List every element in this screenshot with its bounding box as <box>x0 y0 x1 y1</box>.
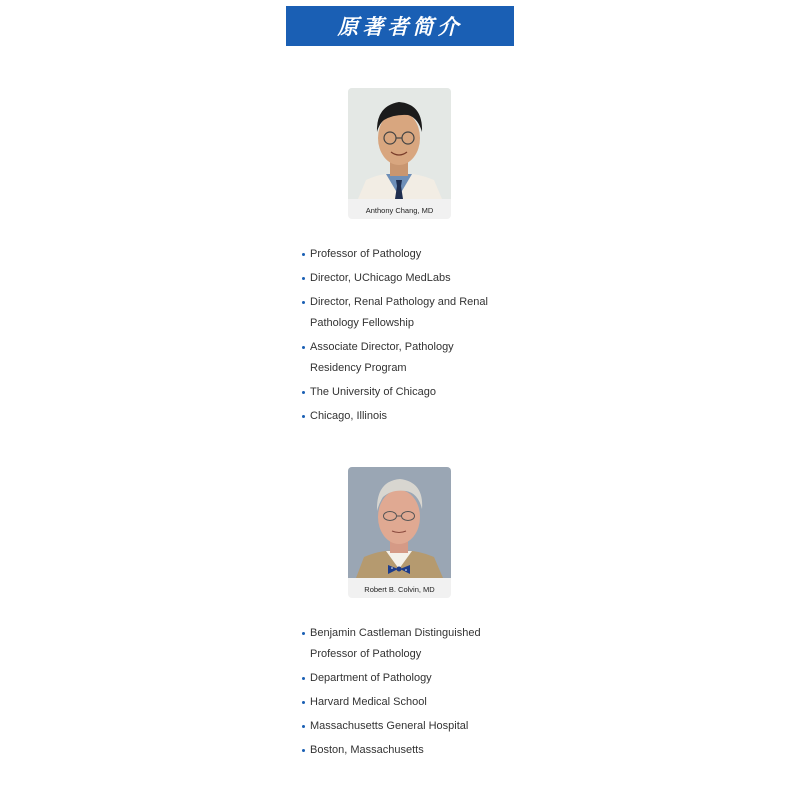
portrait-photo-2 <box>348 467 451 578</box>
list-item: Massachusetts General Hospital <box>302 716 502 737</box>
author-photo-1 <box>348 88 451 199</box>
bullet-icon <box>302 725 305 728</box>
title-banner <box>286 6 514 46</box>
list-item: Chicago, Illinois <box>302 406 502 427</box>
bullet-icon <box>302 701 305 704</box>
bullet-icon <box>302 301 305 304</box>
list-item: Associate Director, Pathology Residency Program <box>302 337 502 379</box>
page-title: 原著者简介 <box>337 15 463 39</box>
list-item: Director, UChicago MedLabs <box>302 268 502 289</box>
author-name-1: Anthony Chang, MD <box>365 206 434 215</box>
author-credentials-list-2 <box>302 623 502 764</box>
author-card-1 <box>348 88 451 219</box>
bullet-icon <box>302 346 305 349</box>
bullet-icon <box>302 415 305 418</box>
list-item: Boston, Massachusetts <box>302 740 502 761</box>
portrait-photo-1 <box>348 88 451 199</box>
bullet-icon <box>302 632 305 635</box>
list-item: Professor of Pathology <box>302 244 502 265</box>
author-credentials-list-1 <box>302 244 502 430</box>
author-card-2 <box>348 467 451 598</box>
bullet-icon <box>302 677 305 680</box>
bullet-icon <box>302 749 305 752</box>
list-item: Department of Pathology <box>302 668 502 689</box>
bullet-icon <box>302 391 305 394</box>
list-item: The University of Chicago <box>302 382 502 403</box>
bullet-icon <box>302 253 305 256</box>
list-item: Benjamin Castleman Distinguished Professor of Pathology <box>302 623 502 665</box>
author-photo-2 <box>348 467 451 578</box>
list-item: Harvard Medical School <box>302 692 502 713</box>
list-item: Director, Renal Pathology and Renal Pathology Fellowship <box>302 292 502 334</box>
author-name-2: Robert B. Colvin, MD <box>364 585 435 594</box>
bullet-icon <box>302 277 305 280</box>
